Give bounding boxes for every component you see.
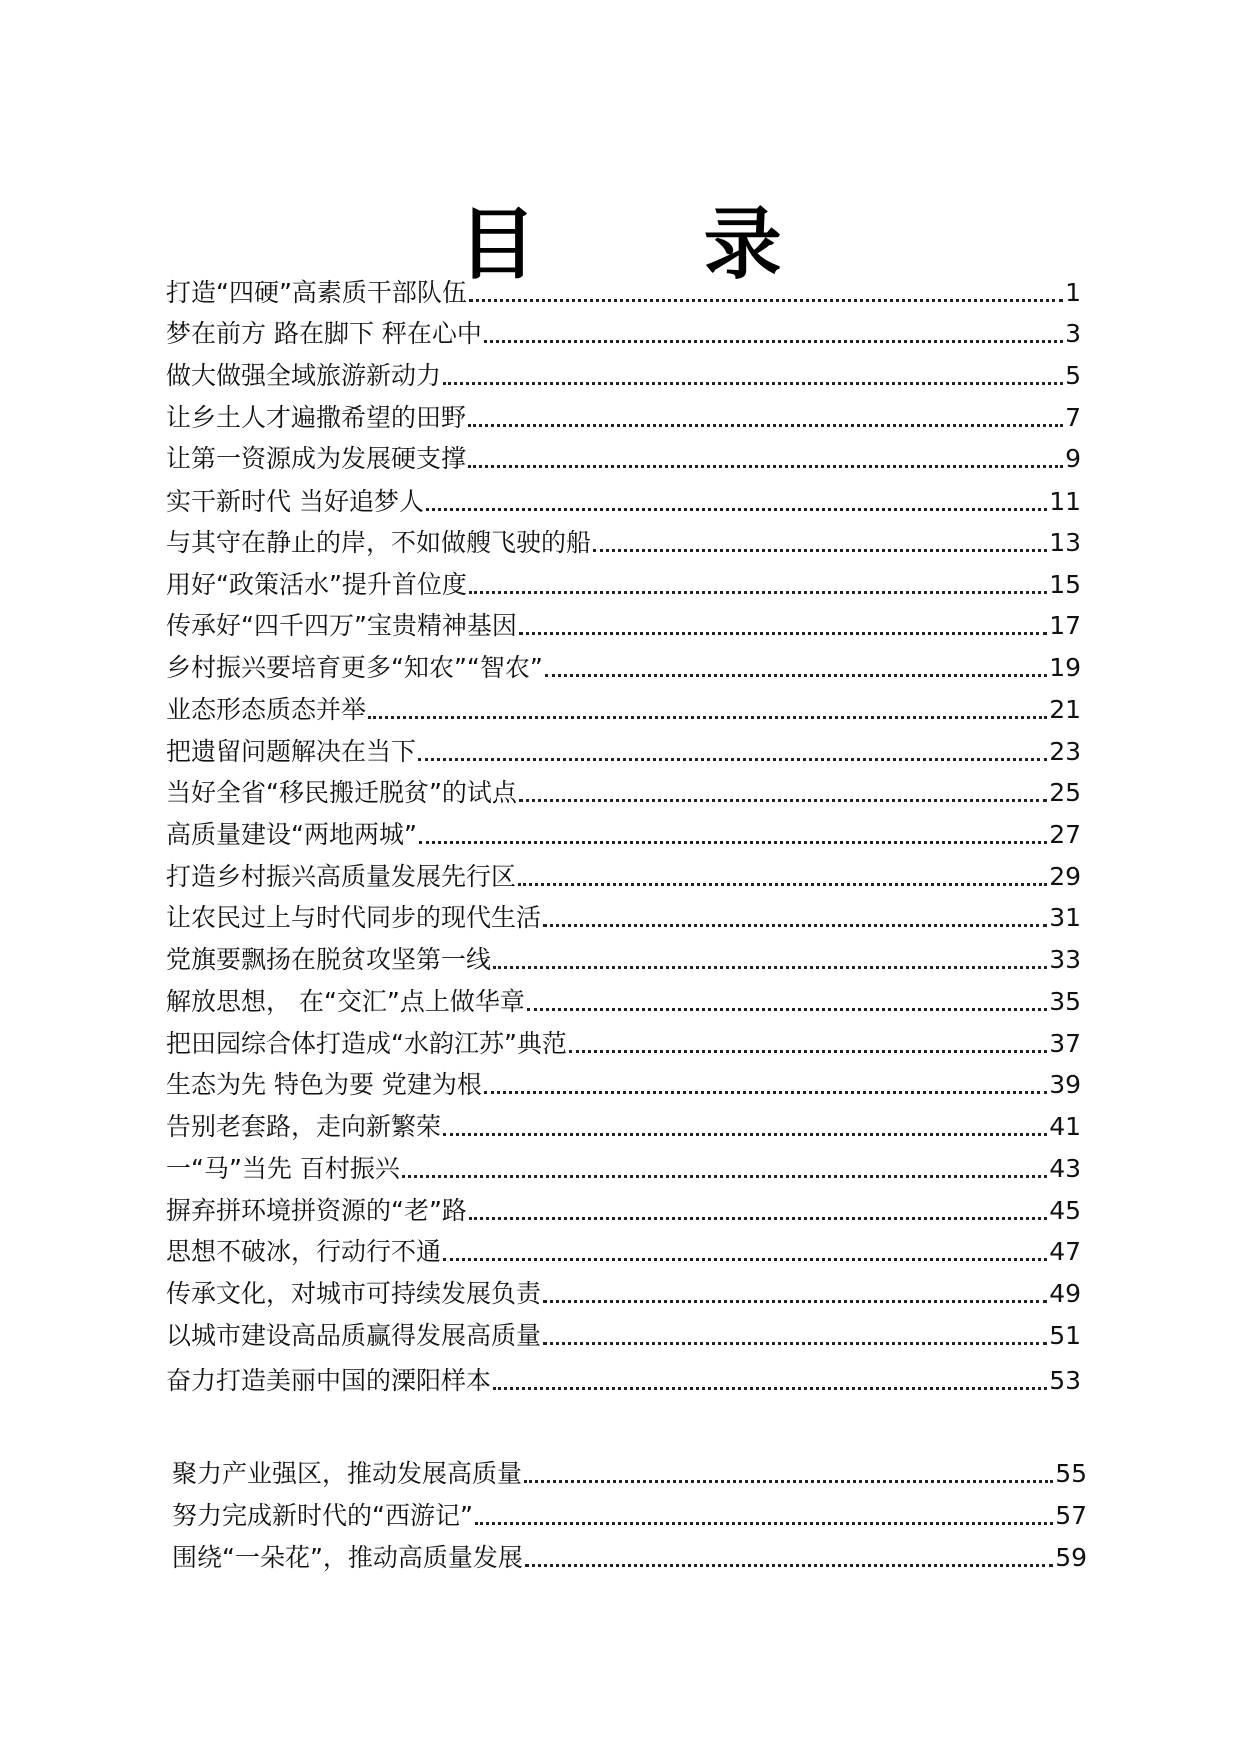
toc-entry[interactable] xyxy=(166,1318,1081,1354)
toc-entry-title: 业态形态质态并举 xyxy=(166,695,367,724)
dot-leader xyxy=(424,484,1049,520)
toc-entry[interactable] xyxy=(166,525,1081,561)
dot-leader xyxy=(467,275,1065,311)
toc-entry-title: 把田园综合体打造成“水韵江苏”典范 xyxy=(166,1029,567,1058)
toc-entry-title: 与其守在静止的岸，不如做艘飞驶的船 xyxy=(166,528,592,557)
dot-leader xyxy=(473,1498,1055,1534)
toc-entry-page-number: 51 xyxy=(1049,1321,1081,1350)
toc-entry-page-number: 25 xyxy=(1049,778,1081,807)
toc-entry-page-number: 17 xyxy=(1049,611,1081,640)
toc-entry[interactable] xyxy=(166,775,1081,811)
toc-entry[interactable] xyxy=(166,1234,1081,1270)
dot-leader xyxy=(591,525,1049,561)
toc-entry-page-number: 1 xyxy=(1065,278,1081,307)
toc-entry-title: 奋力打造美丽中国的溧阳样本 xyxy=(166,1366,492,1395)
toc-entry-title: 思想不破冰，行动行不通 xyxy=(166,1237,442,1266)
dot-leader xyxy=(466,441,1065,477)
toc-entry[interactable] xyxy=(166,608,1081,644)
toc-entry-title: 一“马”当先 百村振兴 xyxy=(166,1154,400,1183)
toc-entry-page-number: 39 xyxy=(1049,1070,1081,1099)
toc-entry-page-number: 19 xyxy=(1049,653,1081,682)
dot-leader xyxy=(525,984,1049,1020)
toc-entry[interactable] xyxy=(172,1456,1087,1492)
toc-entry[interactable] xyxy=(166,734,1081,770)
toc-entry-title: 高质量建设“两地两城” xyxy=(166,820,417,849)
toc-entry-title: 用好“政策活水”提升首位度 xyxy=(166,570,467,599)
toc-entry[interactable] xyxy=(166,400,1081,436)
toc-entry[interactable] xyxy=(166,859,1081,895)
toc-entry-page-number: 5 xyxy=(1065,361,1081,390)
toc-entry[interactable] xyxy=(166,358,1081,394)
toc-entry-page-number: 49 xyxy=(1049,1279,1081,1308)
toc-entry-page-number: 29 xyxy=(1049,862,1081,891)
toc-entry-page-number: 47 xyxy=(1049,1237,1081,1266)
toc-entry-page-number: 45 xyxy=(1049,1196,1081,1225)
toc-entry-page-number: 13 xyxy=(1049,528,1081,557)
toc-entry-title: 围绕“一朵花”，推动高质量发展 xyxy=(172,1543,523,1572)
toc-entry-page-number: 9 xyxy=(1065,444,1081,473)
dot-leader xyxy=(417,817,1049,853)
toc-entry-title: 让农民过上与时代同步的现代生活 xyxy=(166,903,542,932)
dot-leader xyxy=(517,775,1049,811)
dot-leader xyxy=(366,692,1049,728)
toc-entry[interactable] xyxy=(166,1026,1081,1062)
toc-entry-title: 摒弃拼环境拼资源的“老”路 xyxy=(166,1196,467,1225)
toc-entry[interactable] xyxy=(166,650,1081,686)
toc-entry-page-number: 15 xyxy=(1049,570,1081,599)
toc-entry-page-number: 3 xyxy=(1065,319,1081,348)
toc-entry-page-number: 7 xyxy=(1065,403,1081,432)
dot-leader xyxy=(482,1067,1049,1103)
toc-entry-page-number: 21 xyxy=(1049,695,1081,724)
dot-leader xyxy=(467,1193,1049,1229)
toc-entry-title: 当好全省“移民搬迁脱贫”的试点 xyxy=(166,778,517,807)
dot-leader xyxy=(541,1318,1049,1354)
toc-entry[interactable] xyxy=(166,1109,1081,1145)
toc-entry[interactable] xyxy=(166,275,1081,311)
toc-entry-page-number: 59 xyxy=(1055,1543,1087,1572)
toc-entry-title: 让第一资源成为发展硬支撑 xyxy=(166,444,467,473)
toc-entry-title: 梦在前方 路在脚下 秤在心中 xyxy=(166,319,482,348)
toc-entry[interactable] xyxy=(166,1276,1081,1312)
dot-leader xyxy=(467,567,1049,603)
toc-entry-page-number: 37 xyxy=(1049,1029,1081,1058)
toc-entry-title: 做大做强全域旅游新动力 xyxy=(166,361,442,390)
dot-leader xyxy=(567,1026,1049,1062)
toc-entry-title: 聚力产业强区，推动发展高质量 xyxy=(172,1459,523,1488)
dot-leader xyxy=(491,942,1049,978)
toc-entry[interactable] xyxy=(166,1067,1081,1103)
toc-entry-title: 乡村振兴要培育更多“知农”“智农” xyxy=(166,653,543,682)
toc-entry-title: 努力完成新时代的“西游记” xyxy=(172,1501,473,1530)
toc-entry[interactable] xyxy=(166,984,1081,1020)
toc-entry-page-number: 53 xyxy=(1049,1366,1081,1395)
toc-entry-page-number: 43 xyxy=(1049,1154,1081,1183)
toc-entry-title: 让乡土人才遍撒希望的田野 xyxy=(166,403,467,432)
toc-entry-title: 实干新时代 当好追梦人 xyxy=(166,487,424,516)
toc-entry-title: 传承文化，对城市可持续发展负责 xyxy=(166,1279,542,1308)
toc-entry[interactable] xyxy=(166,942,1081,978)
toc-entry-title: 党旗要飘扬在脱贫攻坚第一线 xyxy=(166,945,492,974)
toc-entry-title: 把遗留问题解决在当下 xyxy=(166,737,417,766)
toc-entry-page-number: 31 xyxy=(1049,903,1081,932)
toc-entry-page-number: 11 xyxy=(1049,487,1081,516)
dot-leader xyxy=(441,358,1065,394)
toc-entry-title: 以城市建设高品质赢得发展高质量 xyxy=(166,1321,542,1350)
dot-leader xyxy=(543,650,1049,686)
toc-entry-title: 解放思想， 在“交汇”点上做华章 xyxy=(166,987,525,1016)
toc-entry-title: 生态为先 特色为要 党建为根 xyxy=(166,1070,482,1099)
dot-leader xyxy=(466,400,1065,436)
toc-entry-title: 打造乡村振兴高质量发展先行区 xyxy=(166,862,517,891)
dot-leader xyxy=(400,1151,1049,1187)
toc-entry-title: 传承好“四千四万”宝贵精神基因 xyxy=(166,611,517,640)
toc-entry-page-number: 23 xyxy=(1049,737,1081,766)
toc-entry-page-number: 57 xyxy=(1055,1501,1087,1530)
toc-entry-title: 告别老套路，走向新繁荣 xyxy=(166,1112,442,1141)
toc-entry[interactable] xyxy=(166,484,1081,520)
toc-entry[interactable] xyxy=(166,817,1081,853)
toc-entry-page-number: 35 xyxy=(1049,987,1081,1016)
dot-leader xyxy=(516,859,1049,895)
dot-leader xyxy=(523,1540,1055,1576)
dot-leader xyxy=(522,1456,1055,1492)
toc-entry[interactable] xyxy=(166,900,1081,936)
dot-leader xyxy=(441,1234,1049,1270)
toc-entry-page-number: 27 xyxy=(1049,820,1081,849)
dot-leader xyxy=(482,316,1065,352)
toc-entry[interactable] xyxy=(172,1498,1087,1534)
dot-leader xyxy=(416,734,1049,770)
dot-leader xyxy=(541,900,1049,936)
toc-entry-page-number: 33 xyxy=(1049,945,1081,974)
page-title: 目 录 xyxy=(458,200,852,291)
dot-leader xyxy=(441,1109,1049,1145)
dot-leader xyxy=(517,608,1049,644)
toc-entry[interactable] xyxy=(166,1151,1081,1187)
toc-entry[interactable] xyxy=(166,316,1081,352)
toc-entry[interactable] xyxy=(166,1363,1081,1399)
dot-leader xyxy=(491,1363,1049,1399)
toc-entry-page-number: 41 xyxy=(1049,1112,1081,1141)
toc-entry[interactable] xyxy=(172,1540,1087,1576)
toc-entry-title: 打造“四硬”高素质干部队伍 xyxy=(166,278,467,307)
toc-entry-page-number: 55 xyxy=(1055,1459,1087,1488)
toc-entry[interactable] xyxy=(166,1193,1081,1229)
toc-entry[interactable] xyxy=(166,692,1081,728)
toc-entry[interactable] xyxy=(166,567,1081,603)
dot-leader xyxy=(541,1276,1049,1312)
toc-entry[interactable] xyxy=(166,441,1081,477)
